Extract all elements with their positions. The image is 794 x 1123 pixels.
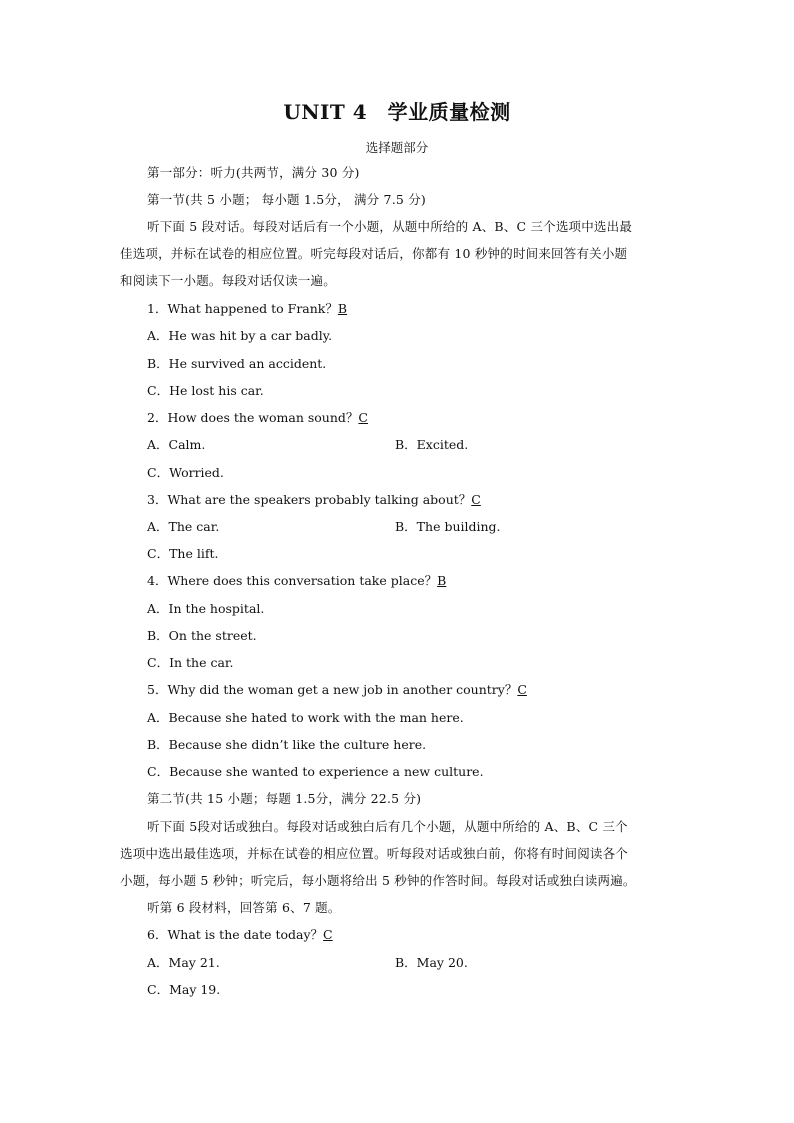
option: A．In the hospital. [147,601,265,616]
page-subtitle: 选择题部分 [365,140,429,155]
question-text: 4．Where does this conversation take place？ [147,573,438,588]
option: C．He lost his car. [147,383,264,398]
option: B．Because she didn’t like the culture here. [147,737,427,752]
option: A．May 21. [147,955,220,970]
instruction-line: 选项中选出最佳选项，并标在试卷的相应位置。听每段对话或独白前，你将有时间阅读各个 [120,846,629,861]
question-text: 3．What are the speakers probably talking about？ [147,492,472,507]
option: C．The lift. [147,546,219,561]
question-text: 5．Why did the woman get a new job in another country？ [147,682,518,697]
answer-key: B [337,301,348,316]
part1-heading: 第一部分：听力(共两节，满分 30 分) [147,165,360,180]
option: A．Calm. [147,437,206,452]
question-6 [147,926,333,944]
instruction-line: 佳选项，并标在试卷的相应位置。听完每段对话后，你都有 10 秒钟的时间来回答有关小题 [120,246,628,261]
section2-heading: 第二节(共 15 小题；每题 1.5分，满分 22.5 分) [147,791,422,806]
answer-key: B [437,573,447,588]
option: C．Worried. [147,465,224,480]
instruction-line: 和阅读下一小题。每段对话仅读一遍。 [120,273,336,288]
question-2 [147,409,368,427]
answer-key: C [323,927,333,942]
answer-key: C [517,682,527,697]
answer-key: C [471,492,481,507]
question-3 [147,491,481,509]
section1-heading: 第一节(共 5 小题； 每小题 1.5分， 满分 7.5 分) [147,192,426,207]
question-text: 6．What is the date today？ [147,927,324,942]
material-note: 听第 6 段材料，回答第 6、7 题。 [147,900,341,915]
option: C．Because she wanted to experience a new culture. [147,764,484,779]
question-text: 1．What happened to Frank？ [147,301,338,316]
question-text: 2．How does the woman sound？ [147,410,359,425]
question-4 [147,572,446,590]
option: A．He was hit by a car badly. [147,328,333,343]
instruction-line: 听下面 5段对话或独白。每段对话或独白后有几个小题，从题中所给的 A、B、C 三个 [147,819,628,834]
instruction-line: 小题，每小题 5 秒钟；听完后，每小题将给出 5 秒钟的作答时间。每段对话或独白读两遍。 [120,873,636,888]
option: C．May 19. [147,982,221,997]
answer-key: C [358,410,368,425]
option: C．In the car. [147,655,234,670]
option: A．The car. [147,519,220,534]
option: B．May 20. [395,955,468,970]
question-1 [147,300,347,318]
option: B．He survived an accident. [147,356,327,371]
instruction-line: 听下面 5 段对话。每段对话后有一个小题，从题中所给的 A、B、C 三个选项中选出最 [147,219,633,234]
option: B．The building. [395,519,501,534]
option: A．Because she hated to work with the man here. [147,710,464,725]
page-title: UNIT 4 学业质量检测 [283,100,511,124]
option: B．On the street. [147,628,257,643]
option: B．Excited. [395,437,469,452]
question-5 [147,681,527,699]
